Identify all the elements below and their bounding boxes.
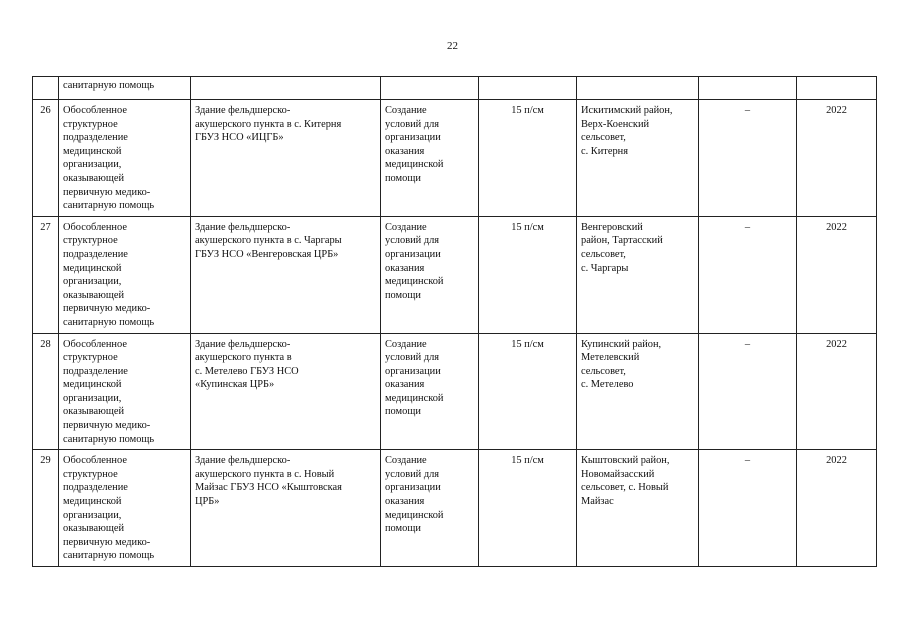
object-cell: Здание фельдшерско- акушерского пункта в с. Метелево ГБУЗ НСО «Купинская ЦРБ» xyxy=(191,333,381,450)
description-cell: Обособленное структурное подразделение медицинской организации, оказывающей первичную медико- санитарную помощь xyxy=(59,216,191,333)
capacity-cell: 15 п/см xyxy=(479,216,577,333)
location-cell: Венгеровский район, Тартасский сельсовет, с. Чаргары xyxy=(577,216,699,333)
object-cell xyxy=(191,77,381,100)
row-number-cell xyxy=(33,77,59,100)
object-cell: Здание фельдшерско- акушерского пункта в с. Китерня ГБУЗ НСО «ИЦГБ» xyxy=(191,100,381,217)
location-cell: Купинский район, Метелевский сельсовет, с. Метелево xyxy=(577,333,699,450)
row-number-cell: 26 xyxy=(33,100,59,217)
year-cell: 2022 xyxy=(797,216,877,333)
year-cell: 2022 xyxy=(797,333,877,450)
year-cell: 2022 xyxy=(797,100,877,217)
purpose-cell: Создание условий для организации оказания медицинской помощи xyxy=(381,333,479,450)
location-cell: Кыштовский район, Новомайзасский сельсовет, с. Новый Майзас xyxy=(577,450,699,567)
extra-cell: – xyxy=(699,333,797,450)
extra-cell: – xyxy=(699,216,797,333)
purpose-cell: Создание условий для организации оказания медицинской помощи xyxy=(381,450,479,567)
description-cell: Обособленное структурное подразделение медицинской организации, оказывающей первичную медико- санитарную помощь xyxy=(59,333,191,450)
table-row xyxy=(33,77,877,100)
description-cell: Обособленное структурное подразделение медицинской организации, оказывающей первичную медико- санитарную помощь xyxy=(59,450,191,567)
table-row xyxy=(33,216,877,333)
description-cell: санитарную помощь xyxy=(59,77,191,100)
page-number: 22 xyxy=(447,40,458,52)
table-row xyxy=(33,450,877,567)
extra-cell xyxy=(699,77,797,100)
capacity-cell xyxy=(479,77,577,100)
extra-cell: – xyxy=(699,100,797,217)
table-row xyxy=(33,100,877,217)
object-cell: Здание фельдшерско- акушерского пункта в с. Чаргары ГБУЗ НСО «Венгеровская ЦРБ» xyxy=(191,216,381,333)
year-cell xyxy=(797,77,877,100)
location-cell: Искитимский район, Верх-Коенский сельсовет, с. Китерня xyxy=(577,100,699,217)
extra-cell: – xyxy=(699,450,797,567)
capacity-cell: 15 п/см xyxy=(479,450,577,567)
row-number-cell: 27 xyxy=(33,216,59,333)
purpose-cell: Создание условий для организации оказания медицинской помощи xyxy=(381,216,479,333)
location-cell xyxy=(577,77,699,100)
facilities-table xyxy=(32,76,877,567)
capacity-cell: 15 п/см xyxy=(479,100,577,217)
capacity-cell: 15 п/см xyxy=(479,333,577,450)
object-cell: Здание фельдшерско- акушерского пункта в с. Новый Майзас ГБУЗ НСО «Кыштовская ЦРБ» xyxy=(191,450,381,567)
purpose-cell xyxy=(381,77,479,100)
table-row xyxy=(33,333,877,450)
purpose-cell: Создание условий для организации оказания медицинской помощи xyxy=(381,100,479,217)
description-cell: Обособленное структурное подразделение медицинской организации, оказывающей первичную медико- санитарную помощь xyxy=(59,100,191,217)
row-number-cell: 29 xyxy=(33,450,59,567)
year-cell: 2022 xyxy=(797,450,877,567)
row-number-cell: 28 xyxy=(33,333,59,450)
